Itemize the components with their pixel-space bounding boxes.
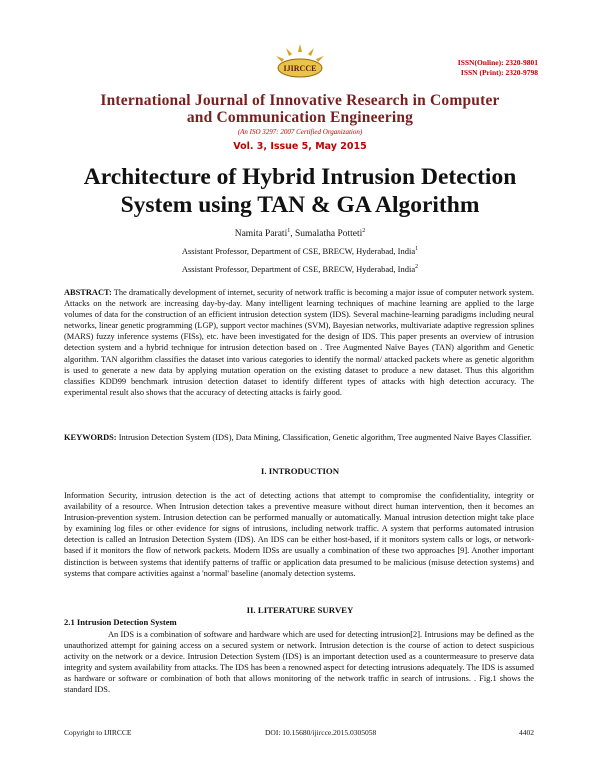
author-2: , Sumalatha Potteti: [290, 229, 363, 240]
section-heading-introduction: I. INTRODUCTION: [260, 466, 340, 476]
affiliation-1-mark: 1: [415, 246, 419, 253]
journal-logo: [268, 42, 332, 82]
journal-name-line2: and Communication Engineering: [186, 109, 414, 126]
footer-doi: DOI: 10.15680/ijircce.2015.0305058: [265, 728, 377, 737]
footer-page-number: 4402: [519, 728, 534, 737]
author-1: Namita Parati: [234, 229, 288, 240]
author-list: [0, 228, 600, 239]
abstract: [64, 287, 534, 398]
affiliation-1: [0, 246, 600, 256]
logo-text: IJIRCCE: [283, 64, 317, 73]
keywords-body: Intrusion Detection System (IDS), Data Mining, Classification, Genetic algorithm, Tree augmented Naive Bayes Classifier.: [116, 433, 532, 442]
affiliation-1-text: Assistant Professor, Department of CSE, BRECW, Hyderabad, India: [181, 246, 416, 256]
paper-title-line2: System using TAN & GA Algorithm: [120, 192, 480, 218]
keywords: [64, 432, 534, 443]
affiliation-2-text: Assistant Professor, Department of CSE, BRECW, Hyderabad, India: [181, 264, 416, 274]
affiliation-2-mark: 2: [415, 264, 419, 271]
literature-survey-body: An IDS is a combination of software and hardware which are used for detecting intrusion[2]. Intrusions may be defined as the unauthorized attempt for gaining access on a secured system or network. Intrusion detection is the course of action to detect suspicious activity on the network or a device. Intrusion Detection System (IDS) is an important detection used as a countermeasure to preserve data integrity and system availability from attacks. The IDS has been a renowned aspect for detecting intrusions adequately. The IDS is assumed as hardware or software or combination of both that allows monitoring of the network traffic in search of intrusions. . Fig.1 shows the standard IDS.: [64, 630, 534, 695]
abstract-label: ABSTRACT:: [64, 288, 112, 297]
author-2-mark: 2: [362, 228, 366, 234]
issn-print: ISSN (Print): 2320-9798: [460, 68, 538, 77]
section-heading-literature-survey: II. LITERATURE SURVEY: [246, 605, 354, 615]
affiliation-2: [0, 264, 600, 274]
author-1-mark: 1: [287, 228, 291, 234]
journal-name-line1: International Journal of Innovative Research in Computer: [100, 92, 500, 109]
subsection-heading: 2.1 Intrusion Detection System: [64, 617, 177, 627]
paper-title-line1: Architecture of Hybrid Intrusion Detection: [83, 164, 517, 190]
certification-note: (An ISO 3297: 2007 Certified Organization): [237, 128, 363, 136]
issn-online: ISSN(Online): 2320-9801: [457, 58, 538, 67]
footer-copyright: Copyright to IJIRCCE: [64, 728, 132, 737]
abstract-body: The dramatically development of internet, security of network traffic is becoming a major issue of computer network system. Attacks on the network are increasing day-by-day. Many intelligent learning techniques of machine learning are applied to the large volumes of data for the construction of an efficient intrusion detection system (IDS). Several machine-learning paradigms including neural networks, linear genetic programming (LGP), support vector machines (SVM), Bayesian networks, multivariate adaptive regression splines (MARS) fuzzy inference systems (FISs), etc. have been investigated for the design of IDS. This paper presents an overview of intrusion detection system and a hybrid technique for intrusion detection based on . Tree Augmented Naïve Bayes (TAN) algorithm and Genetic algorithm. TAN algorithm classifies the dataset into various categories to identify the normal/ attacked packets where as genetic algorithm is used to generate a new data by applying mutation operation on the existing dataset to produce a new dataset. Thus this algorithm classifies KDD99 benchmark intrusion detection dataset to identify different types of attacks with high detection accuracy. The experimental result also shows that the accuracy of detecting attacks is fairly good.: [64, 288, 534, 397]
volume-issue: Vol. 3, Issue 5, May 2015: [233, 141, 367, 152]
introduction-body: Information Security, intrusion detection is the act of detecting actions that attempt to compromise the confidentiality, integrity or availability of a resource. When Intrusion detection takes a preventive measure without direct human intervention, then it becomes an Intrusion-prevention system. Intrusion detection can be performed manually or automatically. Manual intrusion detection might take place by examining log files or other evidence for signs of intrusions, including network traffic. A system that performs automated intrusion detection is called an Intrusion Detection System (IDS). An IDS can be either host-based, if it monitors system calls or logs, or network-based if it monitors the flow of network packets. Modern IDSs are usually a combination of these two approaches [9]. Another important distinction is between systems that identify patterns of traffic or application data presumed to be malicious (misuse detection systems) and systems that compare activities against a 'normal' baseline (anomaly detection systems.: [64, 491, 534, 578]
keywords-label: KEYWORDS:: [64, 433, 117, 442]
